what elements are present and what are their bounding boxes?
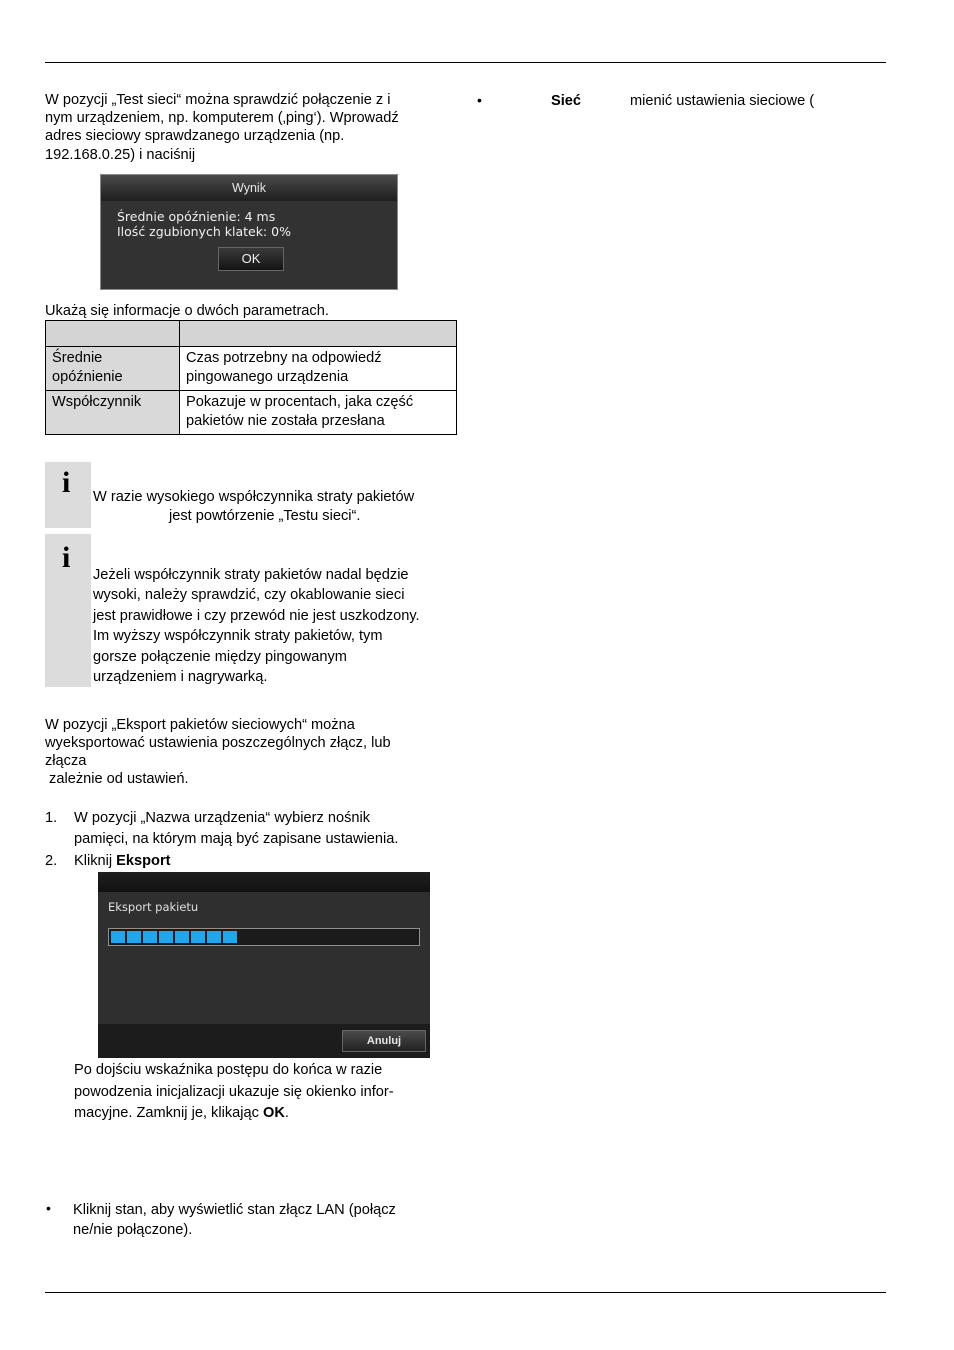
step-number: 2. <box>45 853 58 869</box>
progress-segment <box>207 931 221 943</box>
intro-line-1: W pozycji „Test sieci“ można sprawdzić połączenie z i <box>45 92 391 108</box>
note2-line-5: gorsze połączenie między pingowanym <box>93 649 347 665</box>
bottom-rule <box>45 1292 886 1293</box>
note2-line-2: wysoki, należy sprawdzić, czy okablowanie sieci <box>93 587 405 603</box>
result-dialog <box>100 174 398 290</box>
table-cell-desc: Czas potrzebny na odpowiedź pingowanego urządzenia <box>180 347 457 391</box>
export-dialog <box>98 872 430 1058</box>
export-intro-line-3: złącza <box>45 753 87 769</box>
table-row <box>46 347 457 391</box>
info-icon: i <box>62 466 71 499</box>
progress-segment <box>111 931 125 943</box>
table-cell-name: Średnie opóźnienie <box>46 347 180 391</box>
info-caption: Ukażą się informacje o dwóch parametrach. <box>45 303 329 319</box>
table-row <box>46 391 457 435</box>
info-icon: i <box>62 541 71 574</box>
status-line-2: ne/nie połączone). <box>73 1222 193 1238</box>
export-intro-line-1: W pozycji „Eksport pakietów sieciowych“ można <box>45 717 355 733</box>
export-intro-line-2: wyeksportować ustawienia poszczególnych złącz, lub <box>45 735 391 751</box>
step-1-line-2: pamięci, na którym mają być zapisane ustawienia. <box>74 831 399 847</box>
bullet-icon: • <box>46 1200 51 1216</box>
result-lost-frames: Ilość zgubionych klatek: 0% <box>117 224 291 239</box>
right-bullet-bold: Sieć <box>551 93 582 109</box>
result-dialog-title: Wynik <box>101 175 397 201</box>
right-bullet-text: mienić ustawienia sieciowe ( <box>630 93 815 109</box>
progress-segment <box>191 931 205 943</box>
progress-segment <box>143 931 157 943</box>
note1-line-1: W razie wysokiego współczynnika straty pakietów <box>93 489 415 505</box>
after-export-line-1: Po dojściu wskaźnika postępu do końca w razie <box>74 1062 383 1078</box>
export-progress-bar <box>108 928 420 946</box>
export-dialog-label: Eksport pakietu <box>108 900 199 914</box>
note2-line-1: Jeżeli współczynnik straty pakietów nadal będzie <box>93 567 409 583</box>
table-cell-desc: Pokazuje w procentach, jaka część pakietów nie została przesłana <box>180 391 457 435</box>
note2-line-3: jest prawidłowe i czy przewód nie jest uszkodzony. <box>93 608 420 624</box>
result-ok-button[interactable]: OK <box>218 247 284 271</box>
result-latency: Średnie opóźnienie: 4 ms <box>117 209 276 224</box>
parameters-table <box>45 320 457 435</box>
export-intro-line-4: zależnie od ustawień. <box>45 771 189 787</box>
progress-segment <box>127 931 141 943</box>
note1-line-2: jest powtórzenie „Testu sieci“. <box>169 508 361 524</box>
intro-line-2: nym urządzeniem, np. komputerem (‚ping‘). Wprowadź <box>45 110 399 126</box>
top-rule <box>45 62 886 63</box>
table-header-row <box>46 321 457 347</box>
note2-line-4: Im wyższy współczynnik straty pakietów, tym <box>93 628 383 644</box>
intro-line-3: adres sieciowy sprawdzanego urządzenia (np. <box>45 128 345 144</box>
status-line-1: Kliknij stan, aby wyświetlić stan złącz LAN (połącz <box>73 1202 396 1218</box>
intro-line-4: 192.168.0.25) i naciśnij <box>45 147 196 163</box>
progress-segment <box>175 931 189 943</box>
step-1-line-1: W pozycji „Nazwa urządzenia“ wybierz nośnik <box>74 810 371 826</box>
cancel-button[interactable]: Anuluj <box>342 1030 426 1052</box>
export-keyword: Eksport <box>116 853 171 869</box>
after-export-line-2: powodzenia inicjalizacji ukazuje się okienko infor- <box>74 1084 394 1100</box>
note2-line-6: urządzeniem i nagrywarką. <box>93 669 268 685</box>
step-2: Kliknij Eksport <box>74 853 171 869</box>
bullet-icon: • <box>477 92 482 108</box>
after-export-line-3: macyjne. Zamknij je, klikając OK. <box>74 1105 289 1121</box>
progress-segment <box>223 931 237 943</box>
progress-segment <box>159 931 173 943</box>
table-cell-name: Współczynnik <box>46 391 180 435</box>
step-number: 1. <box>45 810 58 826</box>
